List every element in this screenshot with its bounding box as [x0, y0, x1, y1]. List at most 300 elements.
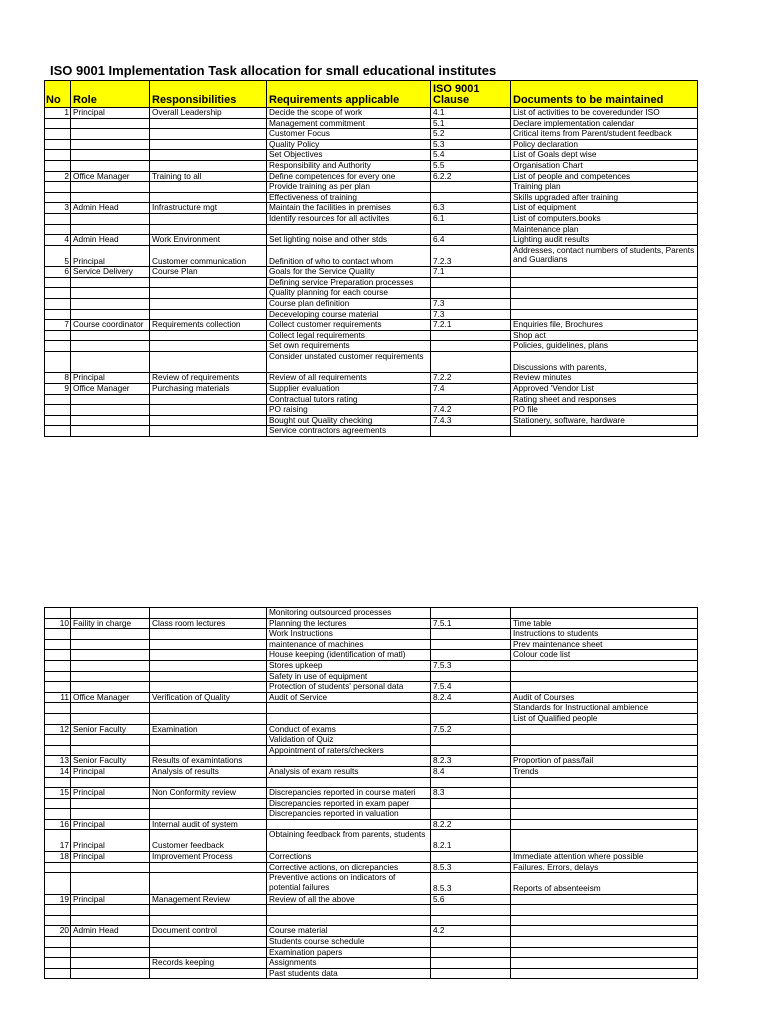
cell-requirement: Review of all requirements [267, 373, 431, 384]
cell-no [45, 745, 71, 756]
cell-no: 6 [45, 267, 71, 278]
task-table-part-1 [44, 80, 698, 437]
cell-role [71, 703, 150, 714]
cell-document [511, 777, 698, 788]
cell-document: List of computers.books [511, 213, 698, 224]
cell-no [45, 341, 71, 352]
cell-no: 17 [45, 830, 71, 852]
cell-clause [431, 182, 511, 193]
cell-no [45, 703, 71, 714]
cell-role: Office Manager [71, 384, 150, 395]
table-row [45, 745, 698, 756]
table-row [45, 692, 698, 703]
cell-requirement: Past students data [267, 968, 431, 979]
cell-requirement: Supplier evaluation [267, 384, 431, 395]
cell-responsibility [150, 426, 267, 437]
cell-document: Training plan [511, 182, 698, 193]
cell-responsibility [150, 118, 267, 129]
cell-role: Principal [71, 245, 150, 267]
cell-responsibility: Training to all [150, 171, 267, 182]
cell-responsibility [150, 288, 267, 299]
cell-responsibility [150, 713, 267, 724]
table-row [45, 224, 698, 235]
cell-role [71, 650, 150, 661]
cell-requirement: Safety in use of equipment [267, 671, 431, 682]
cell-no [45, 394, 71, 405]
cell-clause [431, 330, 511, 341]
cell-clause [431, 777, 511, 788]
cell-document [511, 830, 698, 852]
cell-clause: 8.5.3 [431, 873, 511, 895]
cell-no [45, 139, 71, 150]
cell-requirement: Provide training as per plan [267, 182, 431, 193]
cell-clause [431, 798, 511, 809]
cell-clause [431, 905, 511, 916]
cell-role: Office Manager [71, 692, 150, 703]
cell-clause [431, 713, 511, 724]
cell-responsibility [150, 192, 267, 203]
cell-responsibility [150, 660, 267, 671]
table-row [45, 851, 698, 862]
cell-role [71, 309, 150, 320]
cell-no [45, 277, 71, 288]
table-row [45, 309, 698, 320]
cell-no: 4 [45, 235, 71, 246]
cell-document: List of people and competences [511, 171, 698, 182]
cell-clause: 7.4.2 [431, 405, 511, 416]
table-row [45, 650, 698, 661]
cell-no [45, 160, 71, 171]
cell-no [45, 968, 71, 979]
cell-requirement: Goals for the Service Quality [267, 267, 431, 278]
cell-responsibility [150, 394, 267, 405]
cell-responsibility: Internal audit of system [150, 819, 267, 830]
table-row [45, 968, 698, 979]
header-row [45, 81, 698, 108]
cell-document: Rating sheet and responses [511, 394, 698, 405]
table-row [45, 629, 698, 640]
table-row [45, 341, 698, 352]
table-row [45, 724, 698, 735]
table-row [45, 947, 698, 958]
cell-clause: 4.2 [431, 926, 511, 937]
cell-document: Declare implementation calendar [511, 118, 698, 129]
cell-no [45, 682, 71, 693]
cell-no [45, 182, 71, 193]
table-row [45, 905, 698, 916]
cell-role [71, 129, 150, 140]
cell-responsibility [150, 415, 267, 426]
cell-requirement: Quality Policy [267, 139, 431, 150]
cell-clause: 7.5.1 [431, 618, 511, 629]
cell-requirement [267, 915, 431, 926]
table-row [45, 213, 698, 224]
table-row [45, 788, 698, 799]
cell-responsibility [150, 703, 267, 714]
table-row [45, 703, 698, 714]
cell-document [511, 724, 698, 735]
cell-no [45, 150, 71, 161]
cell-no [45, 947, 71, 958]
cell-role [71, 862, 150, 873]
cell-document: Review minutes [511, 373, 698, 384]
cell-requirement: Corrective actions, on dicrepancies [267, 862, 431, 873]
header-responsibilities: Responsibilities [150, 81, 267, 108]
cell-clause [431, 851, 511, 862]
cell-responsibility [150, 777, 267, 788]
cell-requirement: Maintain the facilities in premises [267, 203, 431, 214]
cell-responsibility [150, 309, 267, 320]
cell-responsibility [150, 650, 267, 661]
cell-document: Failures. Errors, delays [511, 862, 698, 873]
cell-no [45, 671, 71, 682]
cell-no: 11 [45, 692, 71, 703]
cell-no [45, 713, 71, 724]
cell-role: Senior Faculty [71, 724, 150, 735]
cell-document: Addresses, contact numbers of students, Parents and Guardians [511, 245, 698, 267]
cell-clause: 7.2.2 [431, 373, 511, 384]
cell-no [45, 905, 71, 916]
cell-responsibility [150, 139, 267, 150]
cell-no [45, 213, 71, 224]
cell-no [45, 777, 71, 788]
cell-responsibility [150, 798, 267, 809]
cell-requirement: Defining service Preparation processes [267, 277, 431, 288]
cell-role [71, 330, 150, 341]
cell-clause: 6.1 [431, 213, 511, 224]
cell-no [45, 330, 71, 341]
cell-clause: 7.5.4 [431, 682, 511, 693]
table-row [45, 958, 698, 969]
cell-requirement: Appointment of raters/checkers [267, 745, 431, 756]
cell-role [71, 351, 150, 373]
cell-responsibility [150, 862, 267, 873]
cell-document [511, 745, 698, 756]
cell-clause: 4.1 [431, 108, 511, 119]
cell-requirement: Set own requirements [267, 341, 431, 352]
cell-document: Proportion of pass/fail [511, 756, 698, 767]
cell-role [71, 915, 150, 926]
cell-requirement: Protection of students' personal data [267, 682, 431, 693]
cell-clause [431, 947, 511, 958]
header-no: No [45, 81, 71, 108]
cell-responsibility: Overall Leadership [150, 108, 267, 119]
cell-document: Standards for Instructional ambience [511, 703, 698, 714]
cell-no [45, 660, 71, 671]
cell-requirement: Planning the lectures [267, 618, 431, 629]
cell-document: Lighting audit results [511, 235, 698, 246]
cell-clause [431, 915, 511, 926]
table-row [45, 182, 698, 193]
cell-document: Enquiries file, Brochures [511, 320, 698, 331]
cell-no [45, 309, 71, 320]
cell-requirement: House keeping (identification of matl) [267, 650, 431, 661]
cell-document [511, 915, 698, 926]
cell-no [45, 958, 71, 969]
cell-role [71, 150, 150, 161]
cell-clause [431, 192, 511, 203]
cell-responsibility [150, 277, 267, 288]
cell-document: Time table [511, 618, 698, 629]
cell-document [511, 947, 698, 958]
cell-responsibility: Class room lectures [150, 618, 267, 629]
cell-responsibility: Infrastructure mgt [150, 203, 267, 214]
table-row [45, 384, 698, 395]
cell-clause: 7.2.3 [431, 245, 511, 267]
table-row [45, 129, 698, 140]
cell-responsibility [150, 129, 267, 140]
cell-document [511, 937, 698, 948]
cell-responsibility [150, 671, 267, 682]
cell-role [71, 937, 150, 948]
cell-no: 2 [45, 171, 71, 182]
table-row [45, 235, 698, 246]
cell-no [45, 650, 71, 661]
cell-no [45, 192, 71, 203]
cell-responsibility: Management Review [150, 894, 267, 905]
cell-responsibility [150, 341, 267, 352]
cell-role [71, 682, 150, 693]
cell-clause [431, 703, 511, 714]
table-row [45, 320, 698, 331]
cell-clause: 8.2.3 [431, 756, 511, 767]
cell-no [45, 608, 71, 619]
cell-role: Admin Head [71, 235, 150, 246]
cell-responsibility [150, 330, 267, 341]
cell-requirement: Validation of Quiz [267, 735, 431, 746]
cell-requirement: Responsibility and Authority [267, 160, 431, 171]
cell-requirement: Analysis of exam results [267, 766, 431, 777]
cell-responsibility [150, 299, 267, 310]
cell-requirement: Quality planning for each course [267, 288, 431, 299]
cell-clause: 6.4 [431, 235, 511, 246]
cell-no: 8 [45, 373, 71, 384]
cell-requirement [267, 703, 431, 714]
cell-no: 9 [45, 384, 71, 395]
cell-no [45, 351, 71, 373]
table-row [45, 809, 698, 820]
cell-clause [431, 351, 511, 373]
cell-role [71, 809, 150, 820]
cell-role [71, 139, 150, 150]
cell-no: 5 [45, 245, 71, 267]
table-row [45, 937, 698, 948]
cell-requirement: Students course schedule [267, 937, 431, 948]
cell-role [71, 660, 150, 671]
cell-role [71, 671, 150, 682]
cell-no: 20 [45, 926, 71, 937]
header-requirements: Requirements applicable [267, 81, 431, 108]
cell-role [71, 798, 150, 809]
cell-document: Colour code list [511, 650, 698, 661]
cell-role [71, 182, 150, 193]
cell-clause [431, 650, 511, 661]
cell-role [71, 299, 150, 310]
cell-role [71, 639, 150, 650]
cell-role: Admin Head [71, 926, 150, 937]
cell-requirement [267, 777, 431, 788]
cell-responsibility [150, 873, 267, 895]
cell-no [45, 735, 71, 746]
cell-no [45, 426, 71, 437]
cell-document: List of activities to be coveredunder ISO [511, 108, 698, 119]
cell-role: Principal [71, 819, 150, 830]
cell-responsibility [150, 224, 267, 235]
cell-clause: 5.3 [431, 139, 511, 150]
table-row [45, 926, 698, 937]
cell-requirement: Collect legal requirements [267, 330, 431, 341]
cell-requirement [267, 905, 431, 916]
cell-role [71, 288, 150, 299]
cell-responsibility [150, 629, 267, 640]
cell-role: Principal [71, 851, 150, 862]
cell-role [71, 394, 150, 405]
table-row [45, 671, 698, 682]
cell-role [71, 873, 150, 895]
table-row [45, 299, 698, 310]
cell-requirement: Audit of Service [267, 692, 431, 703]
cell-document [511, 660, 698, 671]
table-row [45, 426, 698, 437]
cell-no [45, 224, 71, 235]
cell-responsibility: Course Plan [150, 267, 267, 278]
cell-role [71, 608, 150, 619]
cell-clause: 5.6 [431, 894, 511, 905]
cell-no: 14 [45, 766, 71, 777]
cell-requirement: Collect customer requirements [267, 320, 431, 331]
cell-document: Prev maintenance sheet [511, 639, 698, 650]
cell-requirement: Effectiveness of training [267, 192, 431, 203]
cell-responsibility: Records keeping [150, 958, 267, 969]
cell-requirement: Set Objectives [267, 150, 431, 161]
cell-requirement: Monitoring outsourced processes [267, 608, 431, 619]
cell-clause [431, 288, 511, 299]
cell-responsibility [150, 947, 267, 958]
cell-requirement: Discrepancies reported in exam paper [267, 798, 431, 809]
cell-no [45, 937, 71, 948]
cell-role [71, 905, 150, 916]
cell-no: 7 [45, 320, 71, 331]
cell-responsibility [150, 405, 267, 416]
cell-document: Policies, guidelines, plans [511, 341, 698, 352]
cell-document [511, 735, 698, 746]
table-row [45, 267, 698, 278]
cell-no: 18 [45, 851, 71, 862]
cell-document [511, 299, 698, 310]
cell-responsibility [150, 745, 267, 756]
cell-document [511, 309, 698, 320]
cell-document [511, 809, 698, 820]
cell-no: 10 [45, 618, 71, 629]
cell-document [511, 288, 698, 299]
cell-responsibility: Document control [150, 926, 267, 937]
cell-clause [431, 629, 511, 640]
cell-role: Course coordinator [71, 320, 150, 331]
cell-clause [431, 277, 511, 288]
cell-role: Principal [71, 766, 150, 777]
cell-requirement: Bought out Quality checking [267, 415, 431, 426]
cell-document: Maintenance plan [511, 224, 698, 235]
table-row [45, 139, 698, 150]
table-row [45, 713, 698, 724]
table-row [45, 766, 698, 777]
cell-requirement: Examination papers [267, 947, 431, 958]
cell-requirement [267, 713, 431, 724]
cell-clause [431, 745, 511, 756]
table-row [45, 894, 698, 905]
cell-clause: 8.2.4 [431, 692, 511, 703]
cell-document: Trends [511, 766, 698, 777]
cell-responsibility [150, 905, 267, 916]
header-documents: Documents to be maintained [511, 81, 698, 108]
cell-responsibility [150, 915, 267, 926]
cell-responsibility [150, 735, 267, 746]
cell-role: Principal [71, 830, 150, 852]
cell-requirement: Consider unstated customer requirements [267, 351, 431, 373]
cell-requirement: Deceveloping course material [267, 309, 431, 320]
cell-responsibility: Requirements collection [150, 320, 267, 331]
cell-document: Approved 'Vendor List [511, 384, 698, 395]
cell-document [511, 968, 698, 979]
cell-clause [431, 341, 511, 352]
cell-requirement: Set lighting noise and other stds [267, 235, 431, 246]
table-row [45, 203, 698, 214]
cell-role [71, 192, 150, 203]
cell-document: PO file [511, 405, 698, 416]
cell-requirement: Discrepancies reported in valuation [267, 809, 431, 820]
cell-requirement: Work Instructions [267, 629, 431, 640]
cell-no [45, 639, 71, 650]
cell-no [45, 288, 71, 299]
cell-document [511, 608, 698, 619]
document-title: ISO 9001 Implementation Task allocation for small educational institutes [50, 63, 497, 78]
cell-responsibility [150, 968, 267, 979]
table-row [45, 405, 698, 416]
table-row [45, 639, 698, 650]
cell-document: Critical items from Parent/student feedback [511, 129, 698, 140]
table-row [45, 245, 698, 267]
cell-document: Instructions to students [511, 629, 698, 640]
task-table-part-2 [44, 607, 698, 979]
cell-document: Reports of absenteeism [511, 873, 698, 895]
cell-no [45, 405, 71, 416]
cell-role: Principal [71, 373, 150, 384]
cell-responsibility [150, 809, 267, 820]
table-row [45, 277, 698, 288]
cell-clause [431, 968, 511, 979]
cell-no: 16 [45, 819, 71, 830]
cell-no [45, 798, 71, 809]
cell-clause [431, 224, 511, 235]
cell-document [511, 671, 698, 682]
table-row [45, 660, 698, 671]
cell-clause: 8.3 [431, 788, 511, 799]
cell-no [45, 629, 71, 640]
cell-no [45, 873, 71, 895]
table-row [45, 160, 698, 171]
cell-clause [431, 426, 511, 437]
cell-document: Audit of Courses [511, 692, 698, 703]
cell-clause: 7.4.3 [431, 415, 511, 426]
cell-role [71, 341, 150, 352]
cell-requirement: Assignments [267, 958, 431, 969]
cell-requirement: Corrections [267, 851, 431, 862]
cell-clause [431, 735, 511, 746]
cell-clause: 8.5.3 [431, 862, 511, 873]
cell-requirement: Review of all the above [267, 894, 431, 905]
cell-requirement: Service contractors agreements [267, 426, 431, 437]
table-row [45, 415, 698, 426]
